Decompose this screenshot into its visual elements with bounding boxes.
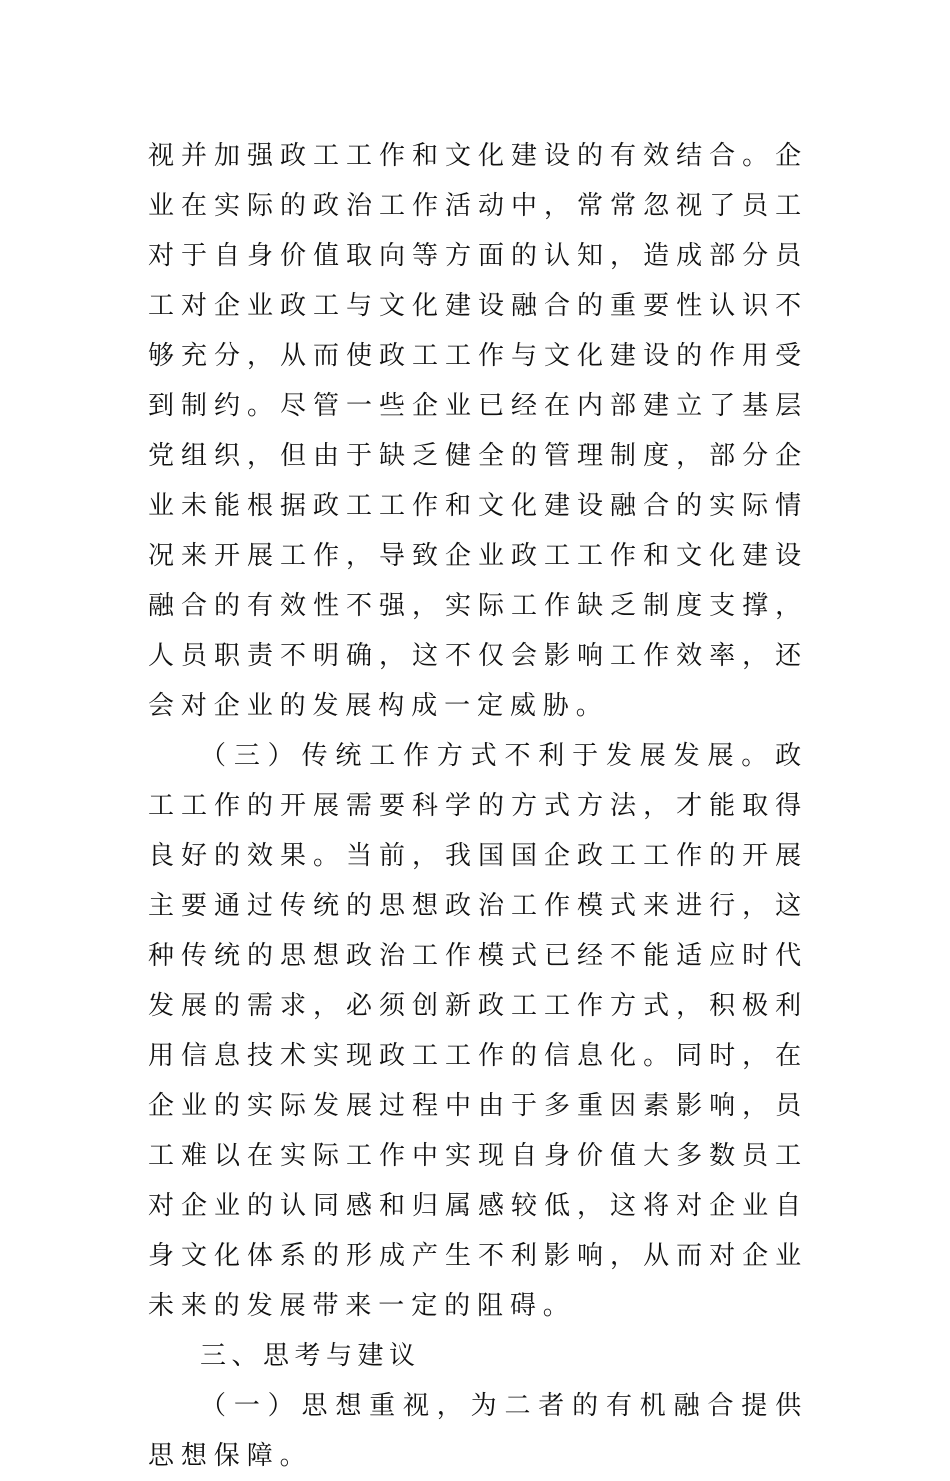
paragraph-continued: 视并加强政工工作和文化建设的有效结合。企业在实际的政治工作活动中，常常忽视了员工对于自身价值取向等方面的认知，造成部分员工对企业政工与文化建设融合的重要性认识不够充分，从而使政工工作与文化建设的作用受到制约。尽管一些企业已经在内部建立了基层党组织，但由于缺乏健全的管理制度，部分企业未能根据政工工作和文化建设融合的实际情况来开展工作，导致企业政工工作和文化建设融合的有效性不强，实际工作缺乏制度支撑，人员职责不明确，这不仅会影响工作效率，还会对企业的发展构成一定威胁。 [148,141,808,721]
paragraph-subheading: （一）思想重视，为二者的有机融合提供思想保障。 [148,1391,808,1471]
paragraph-section-three: （三）传统工作方式不利于发展发展。政工工作的开展需要科学的方式方法，才能取得良好的效果。当前，我国国企政工工作的开展主要通过传统的思想政治工作模式来进行，这种传统的思想政治工作模式已经不能适应时代发展的需求，必须创新政工工作方式，积极利用信息技术实现政工工作的信息化。同时，在企业的实际发展过程中由于多重因素影响，员工难以在实际工作中实现自身价值大多数员工对企业的认同感和归属感较低，这将对企业自身文化体系的形成产生不利影响，从而对企业未来的发展带来一定的阻碍。 [148,741,808,1321]
section-heading: 三、思考与建议 [200,1341,421,1371]
document-body [148,131,808,1481]
